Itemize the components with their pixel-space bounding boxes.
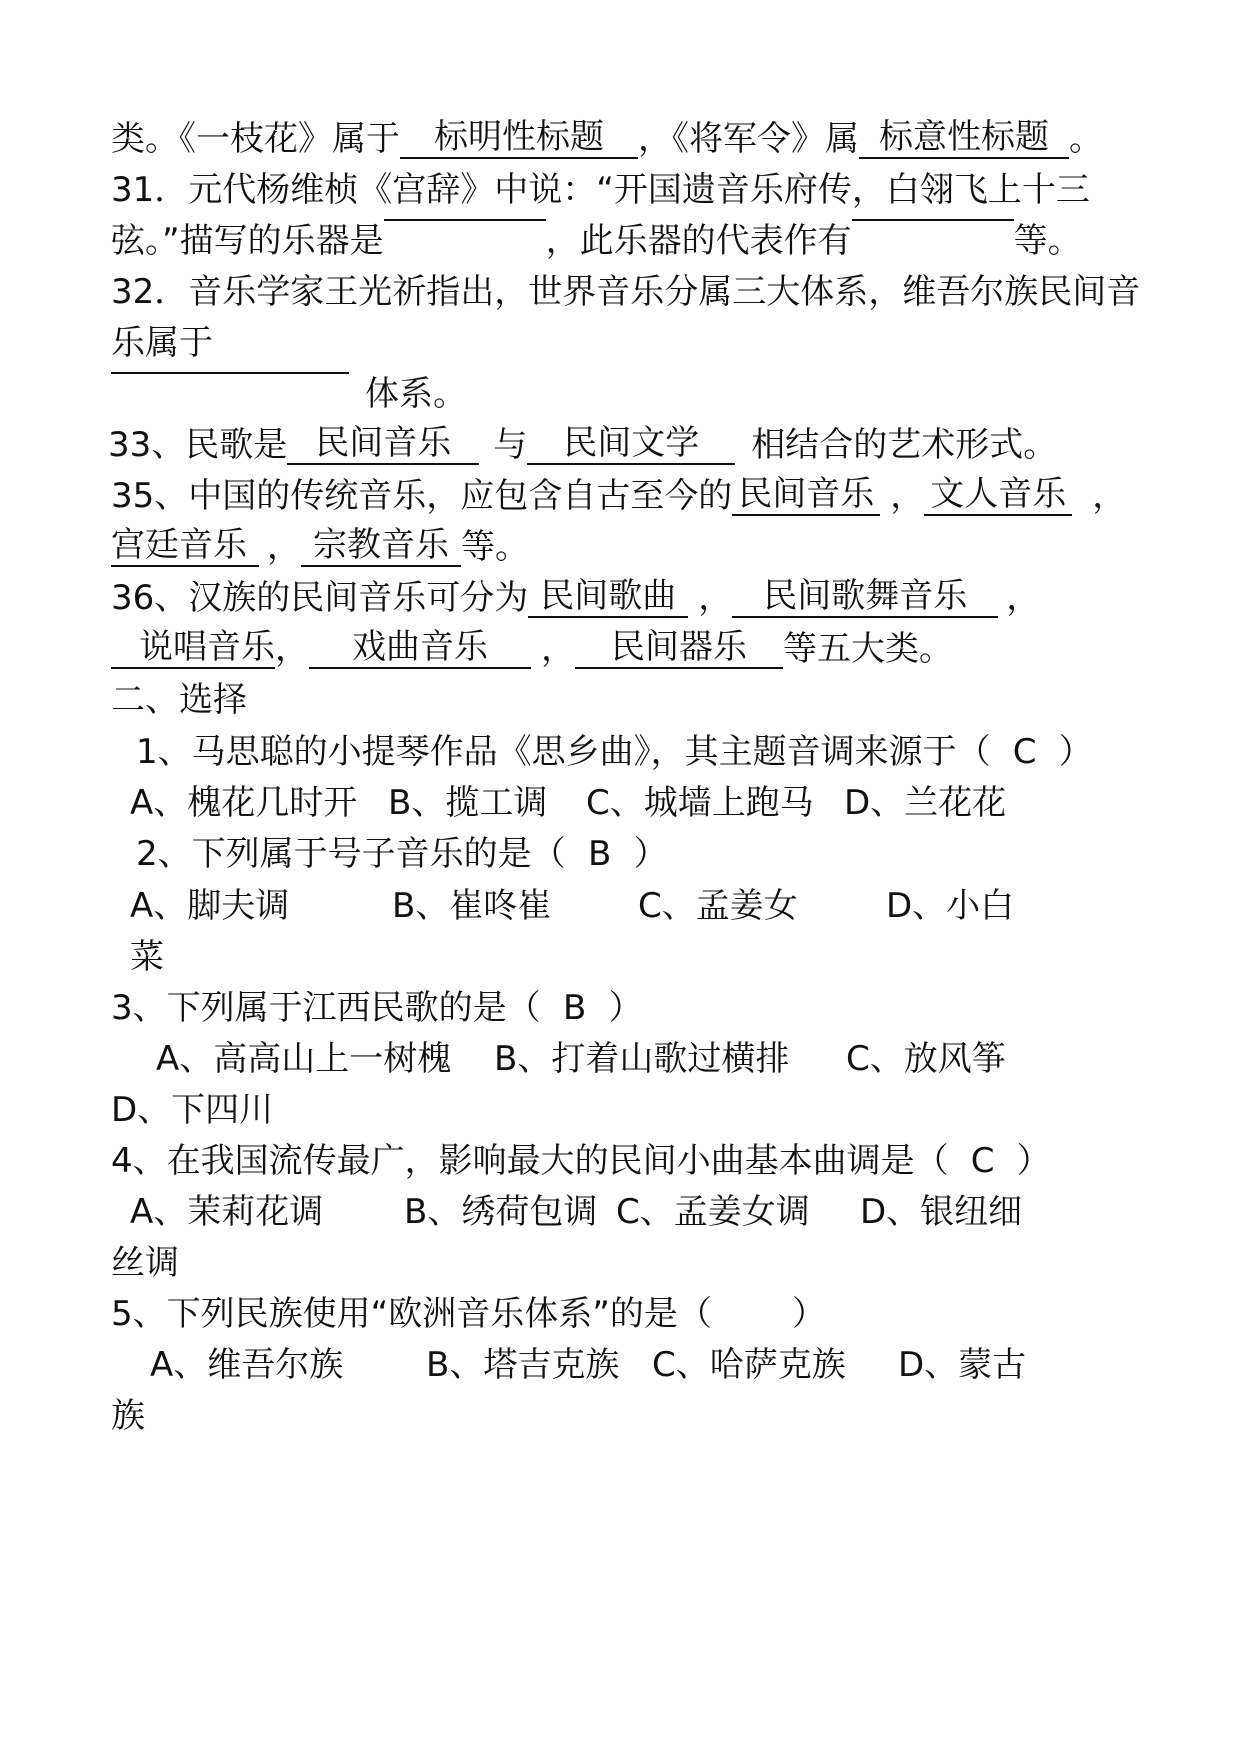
- question-35-line-2: [111, 525, 529, 569]
- question-answer: C: [1012, 732, 1037, 772]
- text: ）: [633, 834, 668, 874]
- choice-options-3: [156, 1037, 1006, 1081]
- text: ，《将军令》属: [638, 119, 859, 159]
- question-32-line-2: [111, 321, 213, 365]
- empty-blank: [111, 372, 349, 374]
- text: ，: [698, 578, 733, 618]
- answer-blank: 宫廷音乐: [111, 525, 259, 567]
- text: 等五大类。: [783, 629, 953, 669]
- choice-options-2-wrap: [130, 935, 164, 979]
- option-c: C、城墙上跑马: [586, 783, 814, 823]
- question-32-line-3: [111, 372, 467, 416]
- option-b: B、绣荷包调: [404, 1192, 598, 1232]
- empty-blank: [852, 219, 1014, 221]
- choice-question-5: [111, 1292, 826, 1336]
- answer-blank: 民间文学: [527, 423, 735, 465]
- question-stem: 2、下列属于号子音乐的是（: [136, 834, 566, 874]
- option-c: C、放风筝: [846, 1039, 1006, 1079]
- answer-blank: 民间歌曲: [528, 576, 688, 618]
- choice-question-3: [111, 986, 643, 1030]
- option-d: D、下四川: [111, 1090, 274, 1130]
- option-d-continued: 菜: [130, 937, 164, 977]
- answer-blank: 民间音乐: [732, 474, 880, 516]
- text: 33、民歌是: [108, 425, 288, 465]
- text: 体系。: [365, 374, 467, 414]
- answer-blank: 说唱音乐: [111, 627, 275, 669]
- text: ）: [1058, 732, 1093, 772]
- option-a: A、槐花几时开: [130, 783, 358, 823]
- question-31-line-1: [111, 168, 1090, 212]
- answer-blank: 标意性标题: [859, 117, 1069, 159]
- answer-blank: 文人音乐: [924, 474, 1072, 516]
- question-stem: 5、下列民族使用“欧洲音乐体系”的是（: [111, 1294, 712, 1334]
- text: 等。: [1013, 221, 1082, 261]
- option-d: D、蒙古: [898, 1345, 1027, 1385]
- text: 与: [493, 425, 528, 465]
- choice-options-2: [130, 884, 1014, 928]
- question-stem: 1、马思聪的小提琴作品《思乡曲》，其主题音调来源于（: [136, 732, 991, 772]
- text: ，此乐器的代表作有: [545, 221, 852, 261]
- choice-options-4-wrap: [111, 1241, 179, 1285]
- option-a: A、高高山上一树槐: [156, 1039, 452, 1079]
- option-d-continued: 丝调: [111, 1243, 179, 1283]
- question-answer: C: [970, 1141, 995, 1181]
- text: 弦。”描写的乐器是: [111, 221, 384, 261]
- text: 乐属于: [111, 323, 213, 363]
- option-d-continued: 族: [111, 1396, 145, 1436]
- choice-question-2: [136, 832, 668, 876]
- option-d: D、小白: [886, 886, 1015, 926]
- text: 36、汉族的民间音乐可分为: [111, 578, 529, 618]
- text: 31．元代杨维桢《宫辞》中说：“开国遗音乐府传，白翎飞上十三: [111, 170, 1090, 210]
- choice-options-4: [130, 1190, 1022, 1234]
- option-c: C、孟姜女调: [616, 1192, 810, 1232]
- choice-question-4: [111, 1139, 1051, 1183]
- text: 等。: [461, 527, 529, 567]
- answer-blank: 民间歌舞音乐: [732, 576, 998, 618]
- option-a: A、脚夫调: [130, 886, 290, 926]
- text: ，: [541, 629, 575, 669]
- choice-question-1: [136, 730, 1093, 774]
- question-stem: 3、下列属于江西民歌的是（: [111, 988, 541, 1028]
- option-b: B、打着山歌过横排: [494, 1039, 790, 1079]
- option-d: D、兰花花: [844, 783, 1007, 823]
- text: 35、中国的传统音乐，应包含自古至今的: [111, 476, 733, 516]
- question-36-line-2: [111, 627, 953, 671]
- question-answer: B: [587, 834, 612, 874]
- option-b: B、揽工调: [388, 783, 548, 823]
- option-c: C、哈萨克族: [652, 1345, 846, 1385]
- section-title: 二、选择: [111, 680, 247, 720]
- answer-blank: 民间器乐: [575, 627, 783, 669]
- fill-line-30: [111, 117, 1103, 161]
- empty-blank: [384, 219, 546, 221]
- option-d: D、银纽细: [860, 1192, 1023, 1232]
- choice-options-1: [130, 781, 1006, 825]
- option-b: B、崔咚崔: [392, 886, 552, 926]
- choice-options-5-wrap: [111, 1394, 145, 1438]
- text: ，: [267, 527, 301, 567]
- option-a: A、维吾尔族: [150, 1345, 344, 1385]
- choice-options-3-wrap: [111, 1088, 273, 1132]
- choice-options-5: [150, 1343, 1026, 1387]
- text: ）: [791, 1294, 826, 1334]
- answer-blank: 民间音乐: [287, 423, 479, 465]
- text: 类。《一枝花》属于: [111, 119, 400, 159]
- answer-blank: 宗教音乐: [301, 525, 461, 567]
- question-35-line-1: [111, 474, 1126, 518]
- question-31-line-2: [111, 219, 1082, 263]
- text: ，: [275, 629, 309, 669]
- text: ，: [1092, 476, 1127, 516]
- question-33: [108, 423, 1057, 467]
- text: ，: [1006, 578, 1041, 618]
- question-32-line-1: [111, 270, 1140, 314]
- option-b: B、塔吉克族: [426, 1345, 620, 1385]
- question-36-line-1: [111, 576, 1040, 620]
- option-c: C、孟姜女: [638, 886, 798, 926]
- text: 32．音乐学家王光祈指出，世界音乐分属三大体系，维吾尔族民间音: [111, 272, 1141, 312]
- option-a: A、茉莉花调: [130, 1192, 324, 1232]
- text: 。: [1069, 119, 1103, 159]
- text: ，: [890, 476, 925, 516]
- question-stem: 4、在我国流传最广，影响最大的民间小曲基本曲调是（: [111, 1141, 949, 1181]
- answer-blank: 标明性标题: [400, 117, 638, 159]
- text: 相结合的艺术形式。: [751, 425, 1058, 465]
- answer-blank: 戏曲音乐: [309, 627, 531, 669]
- question-answer: B: [562, 988, 587, 1028]
- text: ）: [1016, 1141, 1051, 1181]
- section-heading-choice: [111, 678, 247, 722]
- text: ）: [608, 988, 643, 1028]
